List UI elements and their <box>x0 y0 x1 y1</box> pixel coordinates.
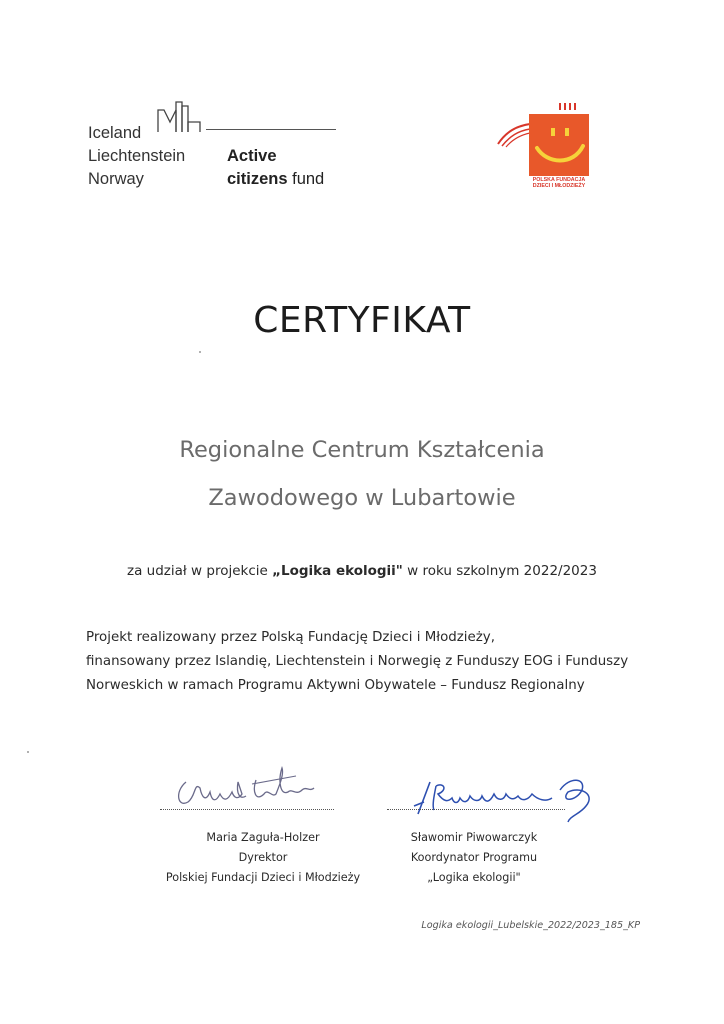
signature-line-left <box>160 809 334 810</box>
pfdim-face-square <box>529 114 589 176</box>
signatory-left <box>132 828 394 888</box>
pfdim-logo <box>496 102 596 198</box>
certificate-title: CERTYFIKAT <box>253 300 471 341</box>
pfdim-smile-icon <box>529 114 589 176</box>
signatory-left-name: Maria Zaguła-Holzer <box>206 831 320 844</box>
active-citizens-fund-text <box>227 145 324 191</box>
project-description <box>86 626 646 698</box>
country-iceland: Iceland <box>88 124 142 142</box>
signature-left-icon <box>172 762 322 814</box>
signatory-right-name: Sławomir Piwowarczyk <box>410 831 538 844</box>
participation-prefix: za udział w projekcie <box>127 563 273 579</box>
project-description-line-3: Norweskich w ramach Programu Aktywni Obywatele – Fundusz Regionalny <box>86 678 585 693</box>
signatory-right-program: „Logika ekologii" <box>427 871 521 884</box>
scan-speck <box>199 351 201 353</box>
pfdim-hair-icon <box>558 102 578 112</box>
fund-line-1: Active <box>227 147 277 165</box>
reference-number: Logika ekologii_Lubelskie_2022/2023_185_KP <box>421 920 640 931</box>
country-liechtenstein: Liechtenstein <box>88 147 186 165</box>
scan-speck <box>27 751 29 753</box>
signatory-right-role: Koordynator Programu <box>410 851 538 864</box>
eea-divider-line <box>206 129 336 130</box>
recipient-line-2: Zawodowego w Lubartowie <box>208 485 516 511</box>
signatory-left-role: Dyrektor <box>238 851 288 864</box>
project-description-line-2: finansowany przez Islandię, Liechtenstein i Norwegię z Funduszy EOG i Funduszy <box>86 654 629 669</box>
active-citizens-fund-logo <box>88 100 348 192</box>
pfdim-swoosh-icon <box>496 118 532 148</box>
signature-right-icon <box>410 772 606 828</box>
fund-line-2 <box>227 168 324 191</box>
pfdim-caption <box>524 177 594 189</box>
project-name: „Logika ekologii" <box>272 563 403 579</box>
pfdim-caption-line-1: POLSKA FUNDACJA <box>532 177 586 183</box>
signature-line-right <box>387 809 565 810</box>
pfdim-caption-line-2: DZIECI I MŁODZIEŻY <box>532 183 586 190</box>
country-norway: Norway <box>88 170 144 188</box>
signatory-right <box>374 828 574 888</box>
recipient-name <box>0 426 724 522</box>
recipient-line-1: Regionalne Centrum Kształcenia <box>179 437 545 463</box>
fund-word: fund <box>287 170 325 188</box>
participation-statement <box>0 563 724 579</box>
fund-citizens-word: citizens <box>227 170 288 188</box>
signatory-left-organization: Polskiej Fundacji Dzieci i Młodzieży <box>165 871 361 884</box>
eea-countries <box>88 122 185 191</box>
project-description-line-1: Projekt realizowany przez Polską Fundację Dzieci i Młodzieży, <box>86 630 495 645</box>
participation-suffix: w roku szkolnym 2022/2023 <box>402 563 597 579</box>
